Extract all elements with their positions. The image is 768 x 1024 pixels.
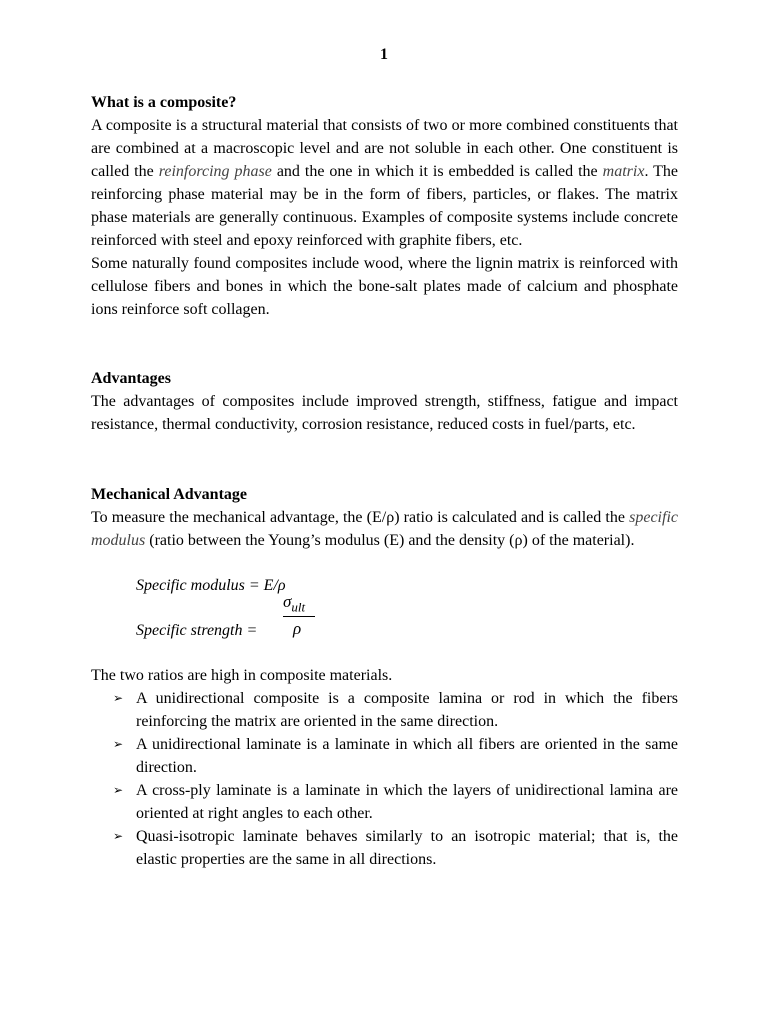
- list-item-text: A unidirectional composite is a composite lamina or rod in which the fibers reinforcing the matrix are oriented in the same direction.: [136, 690, 678, 730]
- mech-text-a: To measure the mechanical advantage, the (E/ρ) ratio is calculated and is called the: [91, 509, 630, 526]
- list-item: [91, 733, 678, 779]
- term-specific-modulus: specific modulus: [91, 509, 678, 549]
- section-advantages: [91, 367, 678, 436]
- bullet-list: [91, 687, 678, 871]
- list-item-text: A unidirectional laminate is a laminate in which all fibers are oriented in the same direction.: [136, 736, 678, 776]
- list-item: [91, 687, 678, 733]
- section-mechanical-advantage: [91, 483, 678, 552]
- list-item-text: A cross-ply laminate is a laminate in which the layers of unidirectional lamina are oriented at right angles to each other.: [136, 782, 678, 822]
- equation-denominator: ρ: [293, 619, 302, 638]
- sigma-subscript: ult: [291, 599, 306, 615]
- definition-text-b: and the one in which it is embedded is called the: [271, 163, 603, 180]
- paragraph-advantages: The advantages of composites include improved strength, stiffness, fatigue and impact resistance, thermal conductivity, corrosion resistance, reduced costs in fuel/parts, etc.: [91, 393, 678, 433]
- list-item: [91, 825, 678, 871]
- heading-mechanical-advantage: Mechanical Advantage: [91, 486, 247, 503]
- heading-advantages: Advantages: [91, 370, 172, 387]
- heading-what-is-composite: What is a composite?: [91, 94, 237, 111]
- term-reinforcing-phase: reinforcing phase: [158, 163, 272, 180]
- definition-text-c: . The reinforcing phase material may be in the form of fibers, particles, or flakes. The matrix phase materials are generally continuous. Examples of composite systems include concrete reinforced with steel and epoxy reinforced with graphite fibers, etc.: [91, 163, 679, 249]
- arrowhead-bullet-icon: ➢: [113, 691, 124, 705]
- arrowhead-bullet-icon: ➢: [113, 737, 124, 751]
- fraction-bar: [283, 616, 315, 617]
- page-number: 1: [380, 46, 388, 63]
- equation-numerator: [283, 592, 305, 615]
- equation-specific-modulus: Specific modulus = E/ρ: [136, 577, 286, 594]
- ratios-statement: The two ratios are high in composite materials.: [91, 667, 393, 684]
- arrowhead-bullet-icon: ➢: [113, 829, 124, 843]
- mech-text-b: (ratio between the Young’s modulus (E) and the density (ρ) of the material).: [145, 532, 635, 549]
- definition-text-a: A composite is a structural material that consists of two or more combined constituents that are combined at a macroscopic level and are not soluble in each other. One constituent is called the: [91, 117, 678, 180]
- section-what-is-composite: [91, 91, 678, 321]
- sigma-symbol: σ: [283, 592, 292, 611]
- paragraph-definition: [91, 114, 678, 252]
- list-item-text: Quasi-isotropic laminate behaves similarly to an isotropic material; that is, the elastic properties are the same in all directions.: [136, 828, 678, 868]
- paragraph-mechanical-advantage: [91, 506, 678, 552]
- ratios-statement-block: [91, 664, 678, 687]
- arrowhead-bullet-icon: ➢: [113, 783, 124, 797]
- equation-specific-strength-label: Specific strength =: [136, 622, 258, 639]
- list-item: [91, 779, 678, 825]
- paragraph-natural-composites: Some naturally found composites include wood, where the lignin matrix is reinforced with cellulose fibers and bones in which the bone-salt plates made of calcium and phosphate ions reinforce soft collagen.: [91, 255, 678, 318]
- term-matrix: matrix: [602, 163, 645, 180]
